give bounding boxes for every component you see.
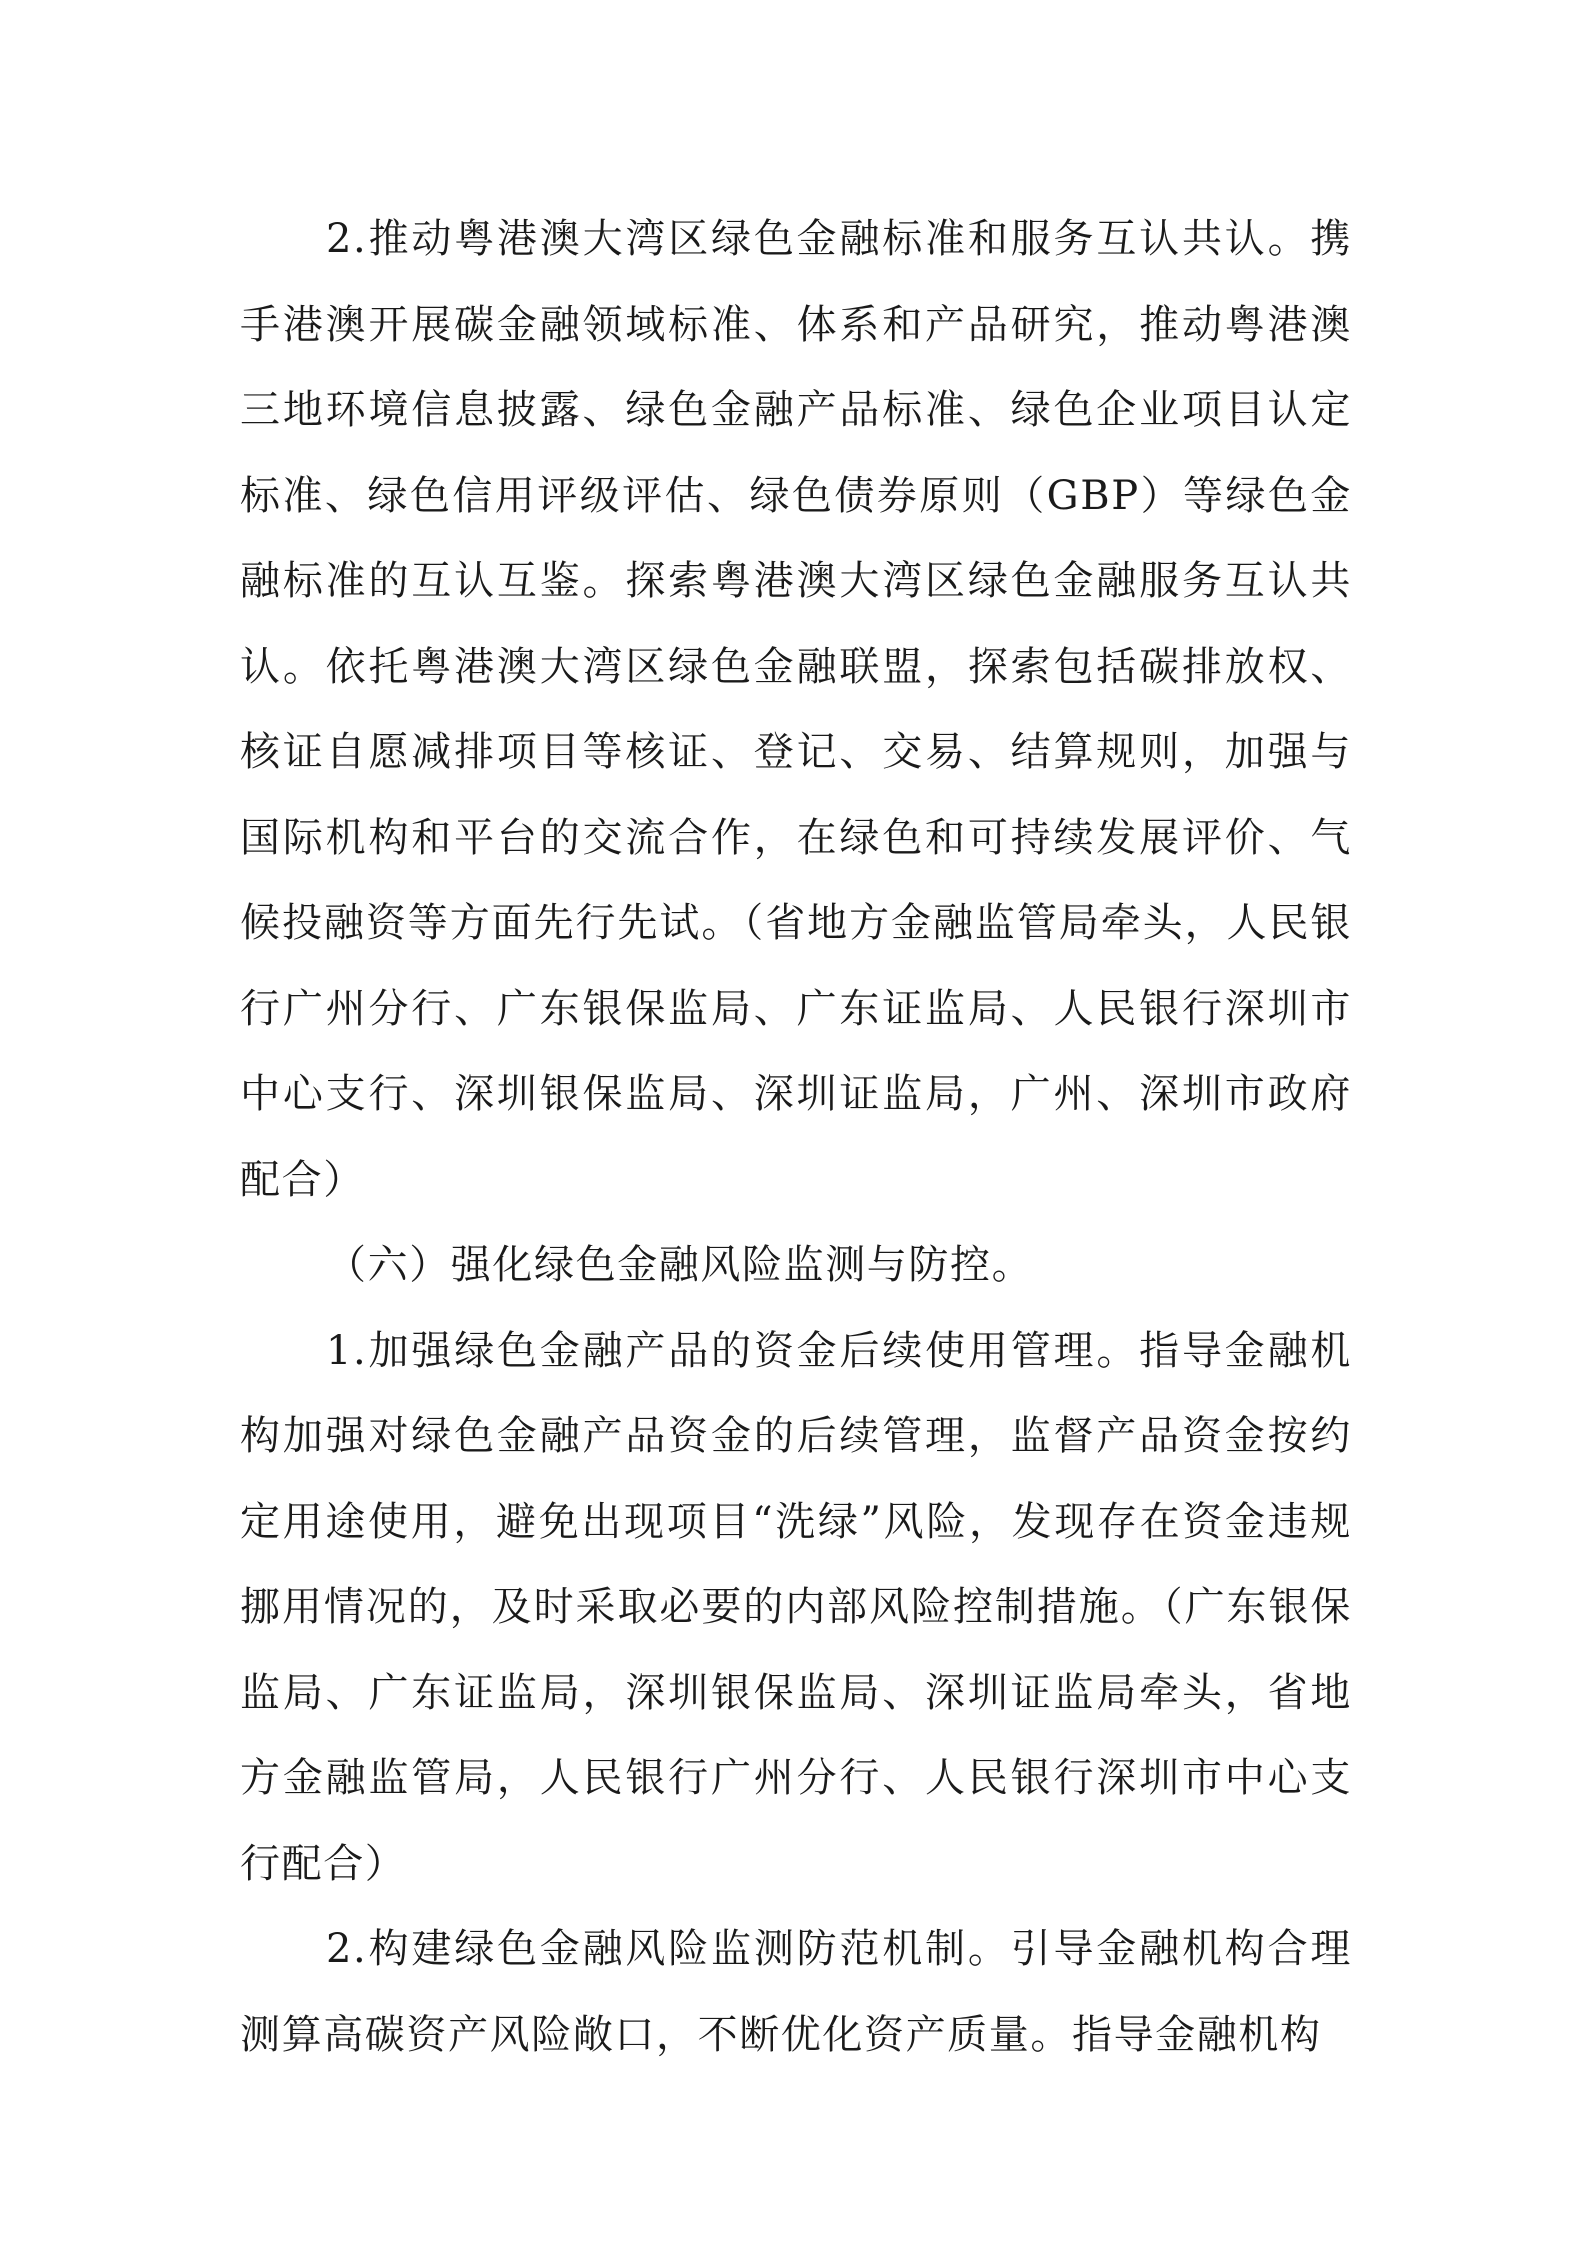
paragraph-greater-bay-area-standards: 2.推动粤港澳大湾区绿色金融标准和服务互认共认。携手港澳开展碳金融领域标准、体系和产品研究，推动粤港澳三地环境信息披露、绿色金融产品标准、绿色企业项目认定标准、绿色信用评级评估、绿色债券原则（GBP）等绿色金融标准的互认互鉴。探索粤港澳大湾区绿色金融服务互认共认。依托粤港澳大湾区绿色金融联盟，探索包括碳排放权、核证自愿减排项目等核证、登记、交易、结算规则，加强与国际机构和平台的交流合作，在绿色和可持续发展评价、气候投融资等方面先行先试。（省地方金融监管局牵头，人民银行广州分行、广东银保监局、广东证监局、人民银行深圳市中心支行、深圳银保监局、深圳证监局，广州、深圳市政府配合） — [240, 216, 1352, 1203]
paragraph-fund-usage-management: 1.加强绿色金融产品的资金后续使用管理。指导金融机构加强对绿色金融产品资金的后续管理，监督产品资金按约定用途使用，避免出现项目“洗绿”风险，发现存在资金违规挪用情况的，及时采取必要的内部风险控制措施。（广东银保监局、广东证监局，深圳银保监局、深圳证监局牵头，省地方金融监管局，人民银行广州分行、人民银行深圳市中心支行配合） — [240, 1327, 1352, 1887]
document-body — [240, 197, 1352, 2078]
section-heading-risk-monitoring: （六）强化绿色金融风险监测与防控。 — [326, 1242, 1034, 1288]
paragraph-risk-prevention-mechanism: 2.构建绿色金融风险监测防范机制。引导金融机构合理测算高碳资产风险敞口，不断优化资产质量。指导金融机构 — [240, 1926, 1352, 2058]
